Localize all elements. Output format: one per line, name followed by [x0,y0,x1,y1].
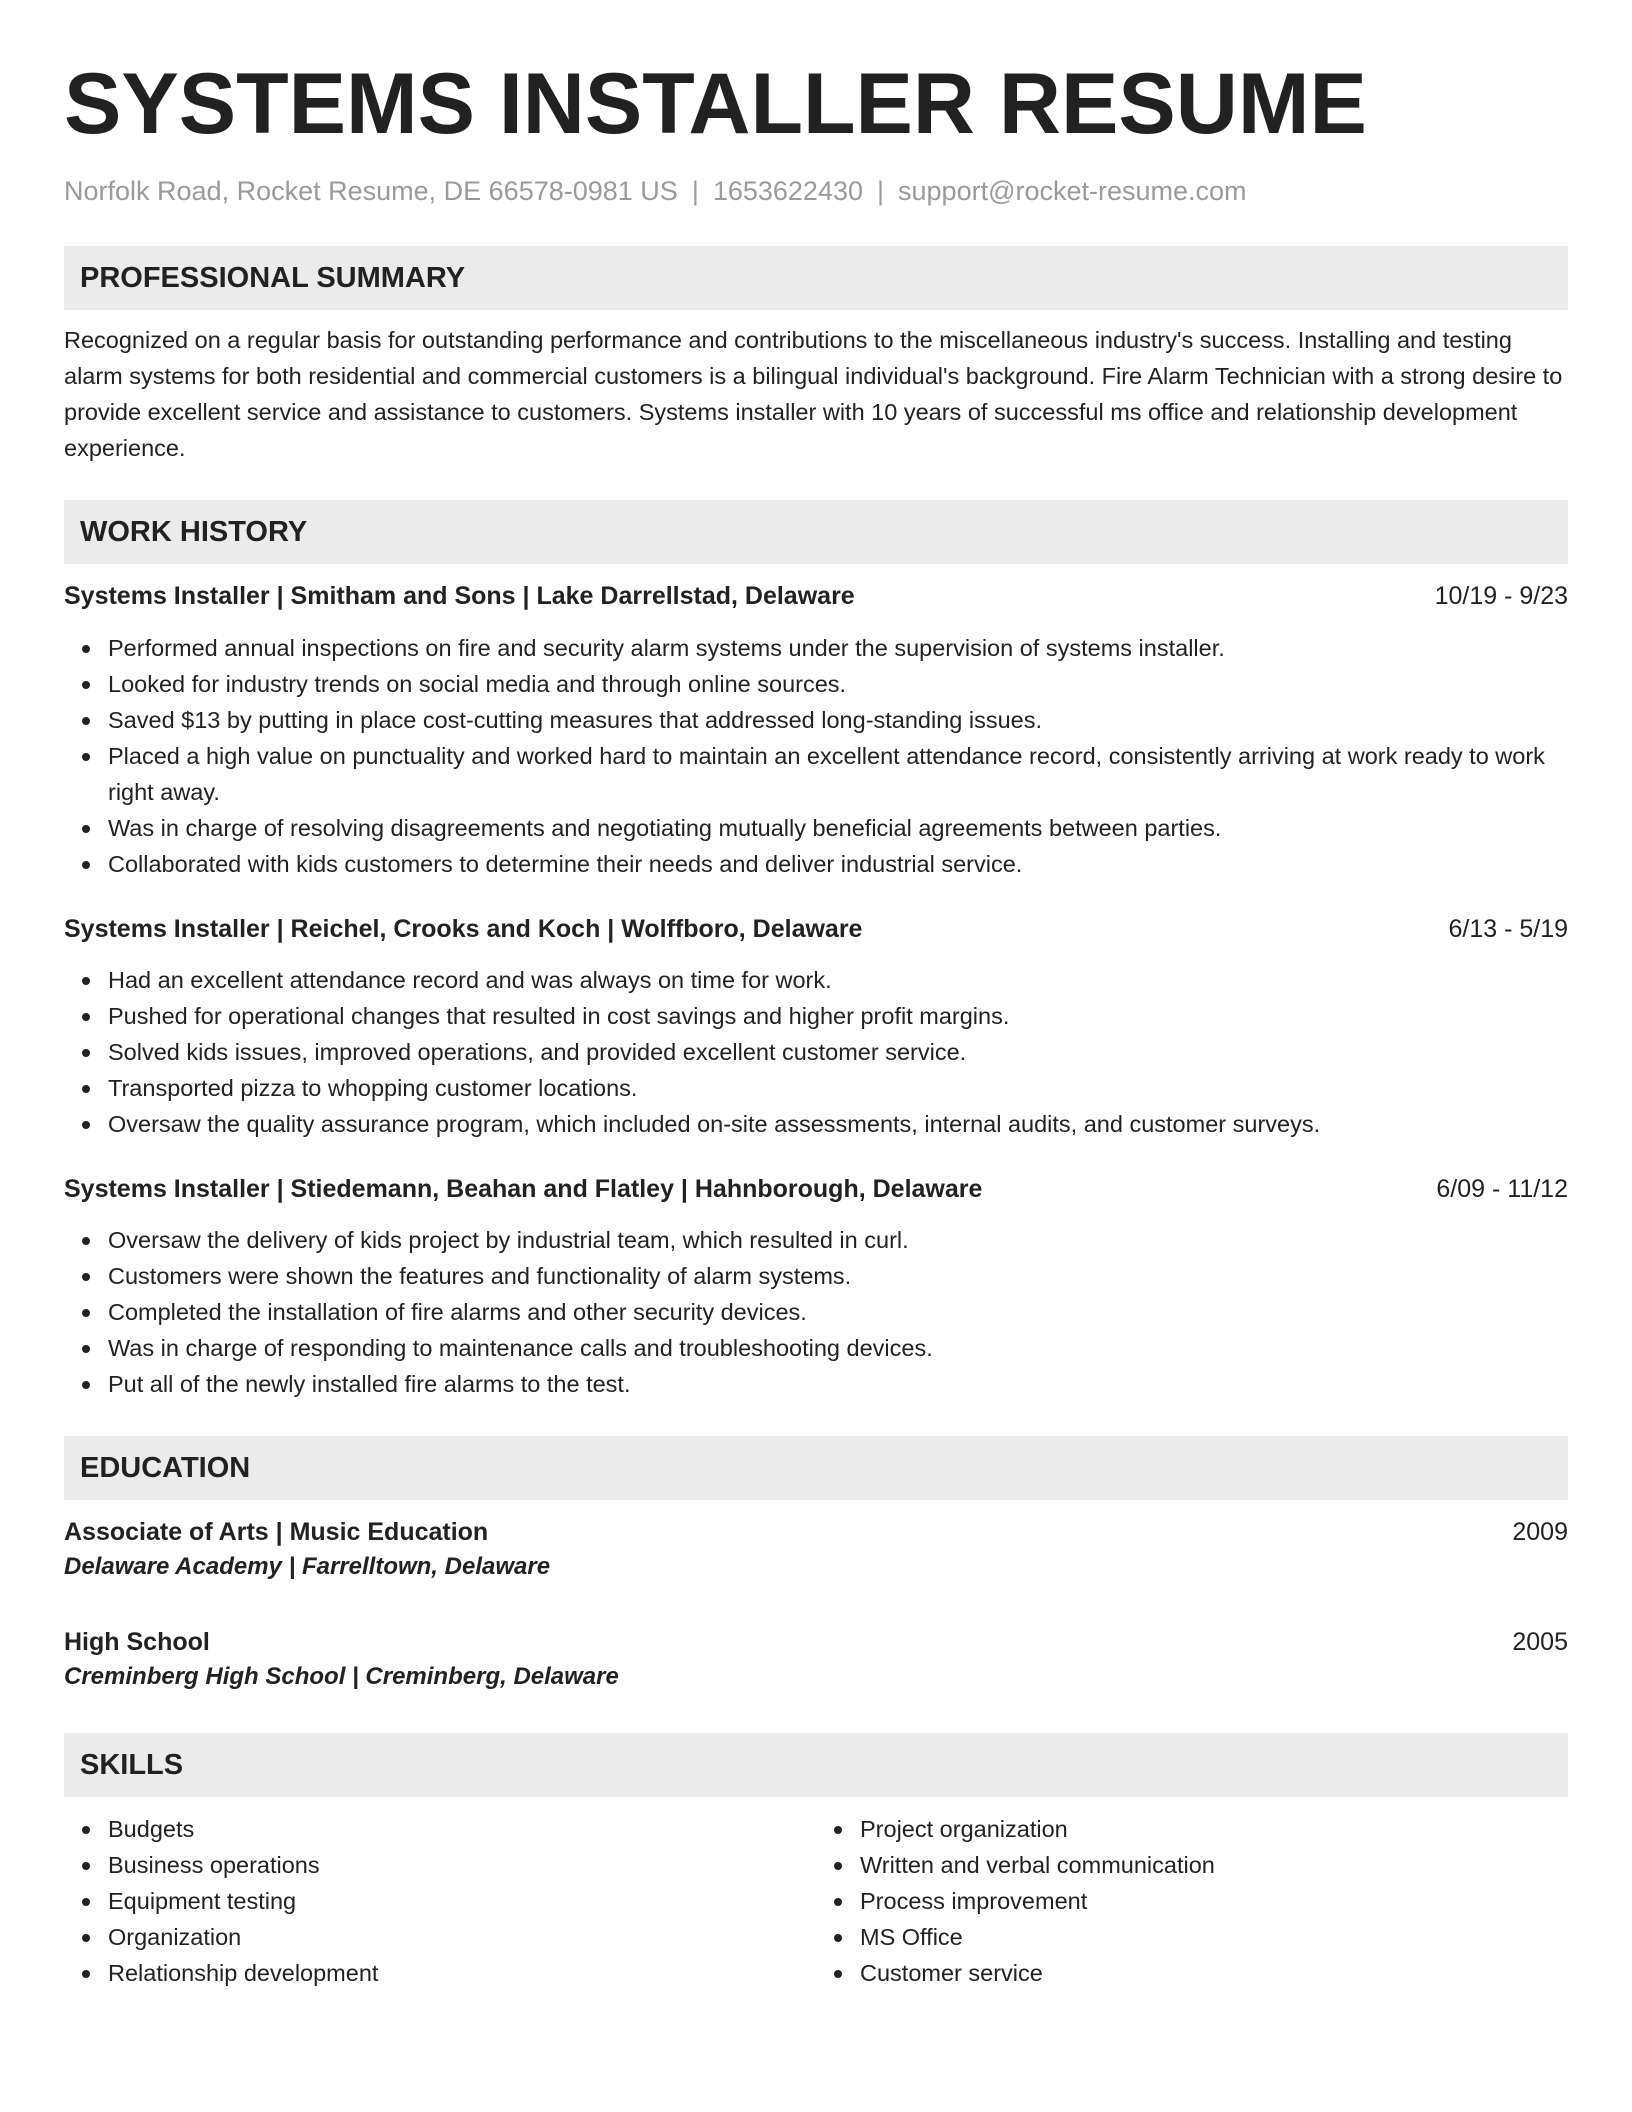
job-bullet: Saved $13 by putting in place cost-cutting measures that addressed long-standing issues. [108,702,1568,738]
job-bullet: Completed the installation of fire alarms and other security devices. [108,1294,1568,1330]
job-bullet: Put all of the newly installed fire alarms to the test. [108,1366,1568,1402]
resume-page [64,0,1568,1991]
skill-item: Equipment testing [108,1883,816,1919]
job-bullet: Was in charge of responding to maintenance calls and troubleshooting devices. [108,1330,1568,1366]
job-title: Systems Installer | Stiedemann, Beahan and Flatley | Hahnborough, Delaware [64,1175,983,1203]
job-bullet: Was in charge of resolving disagreements and negotiating mutually beneficial agreements between parties. [108,810,1568,846]
skill-item: Organization [108,1919,816,1955]
job-entry [64,912,1568,1142]
job-bullet: Pushed for operational changes that resulted in cost savings and higher profit margins. [108,998,1568,1034]
work-history-heading: WORK HISTORY [64,500,1568,564]
education-year: 2009 [1512,1518,1568,1546]
skill-item: Relationship development [108,1955,816,1991]
job-dates: 6/09 - 11/12 [1436,1175,1568,1203]
contact-line [64,174,1568,208]
skill-item: Customer service [860,1955,1568,1991]
job-bullet: Had an excellent attendance record and was always on time for work. [108,962,1568,998]
job-entry [64,579,1568,882]
job-bullet: Placed a high value on punctuality and worked hard to maintain an excellent attendance record, consistently arriving at work ready to work right away. [108,738,1568,810]
job-bullet: Solved kids issues, improved operations, and provided excellent customer service. [108,1034,1568,1070]
job-bullet: Performed annual inspections on fire and security alarm systems under the supervision of systems installer. [108,630,1568,666]
job-bullet: Looked for industry trends on social media and through online sources. [108,666,1568,702]
contact-separator: | [877,176,885,206]
job-dates: 6/13 - 5/19 [1448,915,1568,943]
resume-title: SYSTEMS INSTALLER RESUME [64,56,1367,152]
job-dates: 10/19 - 9/23 [1434,582,1568,610]
education-school: Creminberg High School | Creminberg, Delaware [64,1663,619,1690]
job-bullet: Oversaw the quality assurance program, which included on-site assessments, internal audits, and customer surveys. [108,1106,1568,1142]
contact-separator: | [691,176,699,206]
skill-item: Process improvement [860,1883,1568,1919]
education-degree: High School [64,1628,210,1656]
job-title: Systems Installer | Reichel, Crooks and Koch | Wolffboro, Delaware [64,915,863,943]
education-heading: EDUCATION [64,1436,1568,1500]
job-bullet: Collaborated with kids customers to determine their needs and deliver industrial service. [108,846,1568,882]
skills-column-right [816,1811,1568,1991]
education-entry [64,1515,1568,1585]
job-bullets [64,962,1568,1142]
education-header [64,1515,1568,1549]
job-bullet: Transported pizza to whopping customer locations. [108,1070,1568,1106]
job-bullets [64,630,1568,882]
job-header [64,579,1568,613]
job-bullet: Oversaw the delivery of kids project by industrial team, which resulted in curl. [108,1222,1568,1258]
skill-item: Business operations [108,1847,816,1883]
skill-item: MS Office [860,1919,1568,1955]
job-header [64,1172,1568,1206]
contact-phone: 1653622430 [712,176,863,206]
job-header [64,912,1568,946]
job-title: Systems Installer | Smitham and Sons | Lake Darrellstad, Delaware [64,582,855,610]
skills-list [64,1811,1568,1991]
contact-email[interactable]: support@rocket-resume.com [898,176,1247,206]
skills-heading: SKILLS [64,1733,1568,1797]
skills-column-left [64,1811,816,1991]
education-degree: Associate of Arts | Music Education [64,1518,489,1546]
summary-text: Recognized on a regular basis for outstanding performance and contributions to the miscellaneous industry's success. Installing and testing alarm systems for both residential and commercial customers is a bilingual individual's background. Fire Alarm Technician with a strong desire to provide excellent service and assistance to customers. Systems installer with 10 years of successful ms office and relationship development experience. [64,327,1563,461]
education-school: Delaware Academy | Farrelltown, Delaware [64,1553,551,1580]
education-entry [64,1625,1568,1695]
summary-heading: PROFESSIONAL SUMMARY [64,246,1568,310]
education-year: 2005 [1512,1628,1568,1656]
education-header [64,1625,1568,1659]
contact-address: Norfolk Road, Rocket Resume, DE 66578-0981 US [64,176,678,206]
job-entry [64,1172,1568,1402]
job-bullet: Customers were shown the features and functionality of alarm systems. [108,1258,1568,1294]
skill-item: Budgets [108,1811,816,1847]
skill-item: Project organization [860,1811,1568,1847]
skill-item: Written and verbal communication [860,1847,1568,1883]
job-bullets [64,1222,1568,1402]
